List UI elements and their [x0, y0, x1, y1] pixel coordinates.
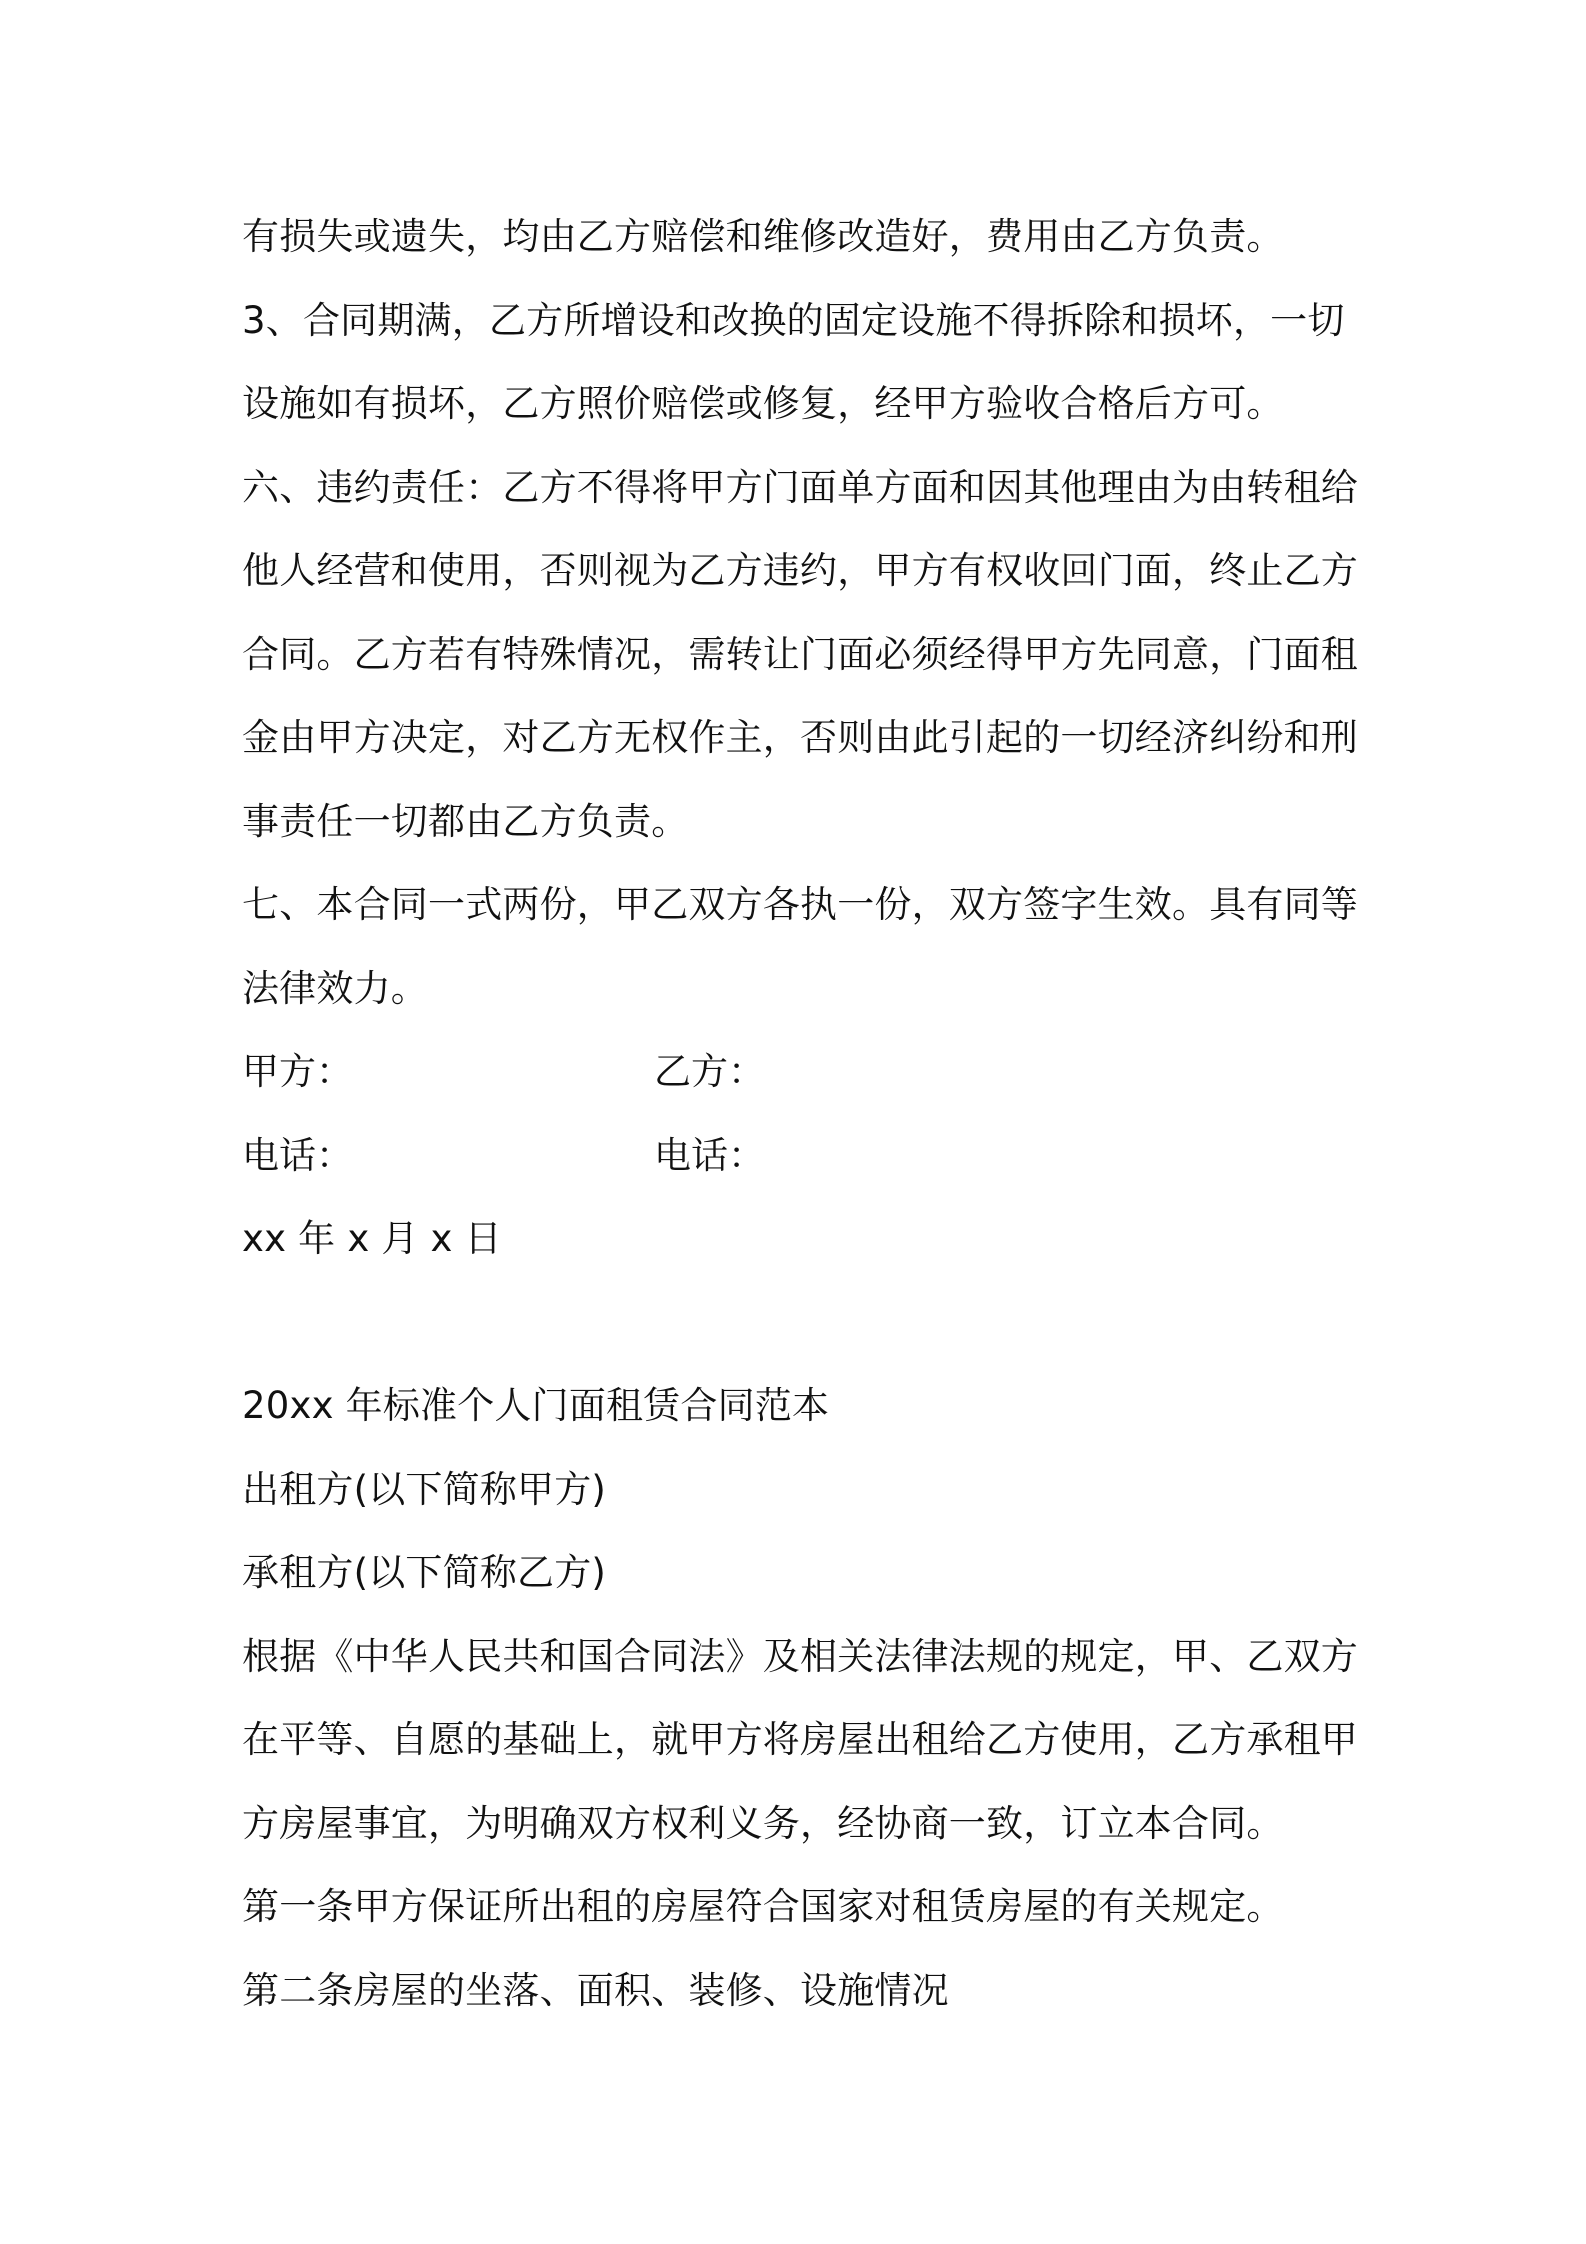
clause-line: 六、违约责任：乙方不得将甲方门面单方面和因其他理由为由转租给: [242, 465, 1358, 509]
party-a-label: 甲方：: [242, 1050, 353, 1093]
lessor-line: 出租方(以下简称甲方): [242, 1467, 607, 1511]
lessee-line: 承租方(以下简称乙方): [242, 1551, 607, 1594]
signature-party-row: [242, 1030, 1362, 1114]
phone-a-label: 电话：: [242, 1133, 353, 1177]
document-page: [242, 195, 1362, 2032]
clause-line: 金由甲方决定，对乙方无权作主，否则由此引起的一切经济纠纷和刑: [242, 716, 1358, 759]
clause-line: 设施如有损坏，乙方照价赔偿或修复，经甲方验收合格后方可。: [242, 382, 1284, 425]
clause-line: 他人经营和使用，否则视为乙方违约，甲方有权收回门面，终止乙方: [242, 549, 1358, 592]
clause-line: 合同。乙方若有特殊情况，需转让门面必须经得甲方先同意，门面租: [242, 632, 1358, 676]
clause-line: 七、本合同一式两份，甲乙双方各执一份，双方签字生效。具有同等: [242, 883, 1358, 926]
clause-line: 3、合同期满，乙方所增设和改换的固定设施不得拆除和损坏，一切: [242, 298, 1345, 342]
party-b-label: 乙方：: [654, 1050, 765, 1093]
preamble-line: 在平等、自愿的基础上，就甲方将房屋出租给乙方使用，乙方承租甲: [242, 1718, 1358, 1761]
phone-b-label: 电话：: [654, 1133, 765, 1177]
article-two: 第二条房屋的坐落、面积、装修、设施情况: [242, 1968, 949, 2012]
preamble-line: 根据《中华人民共和国合同法》及相关法律法规的规定，甲、乙双方: [242, 1634, 1358, 1678]
article-one: 第一条甲方保证所出租的房屋符合国家对租赁房屋的有关规定。: [242, 1885, 1284, 1928]
clause-line: 有损失或遗失，均由乙方赔偿和维修改造好，费用由乙方负责。: [242, 215, 1284, 258]
preamble-line: 方房屋事宜，为明确双方权利义务，经协商一致，订立本合同。: [242, 1801, 1284, 1845]
clause-line: 法律效力。: [242, 966, 428, 1010]
clause-line: 事责任一切都由乙方负责。: [242, 799, 689, 843]
signature-phone-row: [242, 1114, 1362, 1198]
signature-date: xx 年 x 月 x 日: [242, 1217, 502, 1260]
contract-title: 20xx 年标准个人门面租赁合同范本: [242, 1384, 830, 1427]
section-gap: [242, 1281, 1362, 1365]
